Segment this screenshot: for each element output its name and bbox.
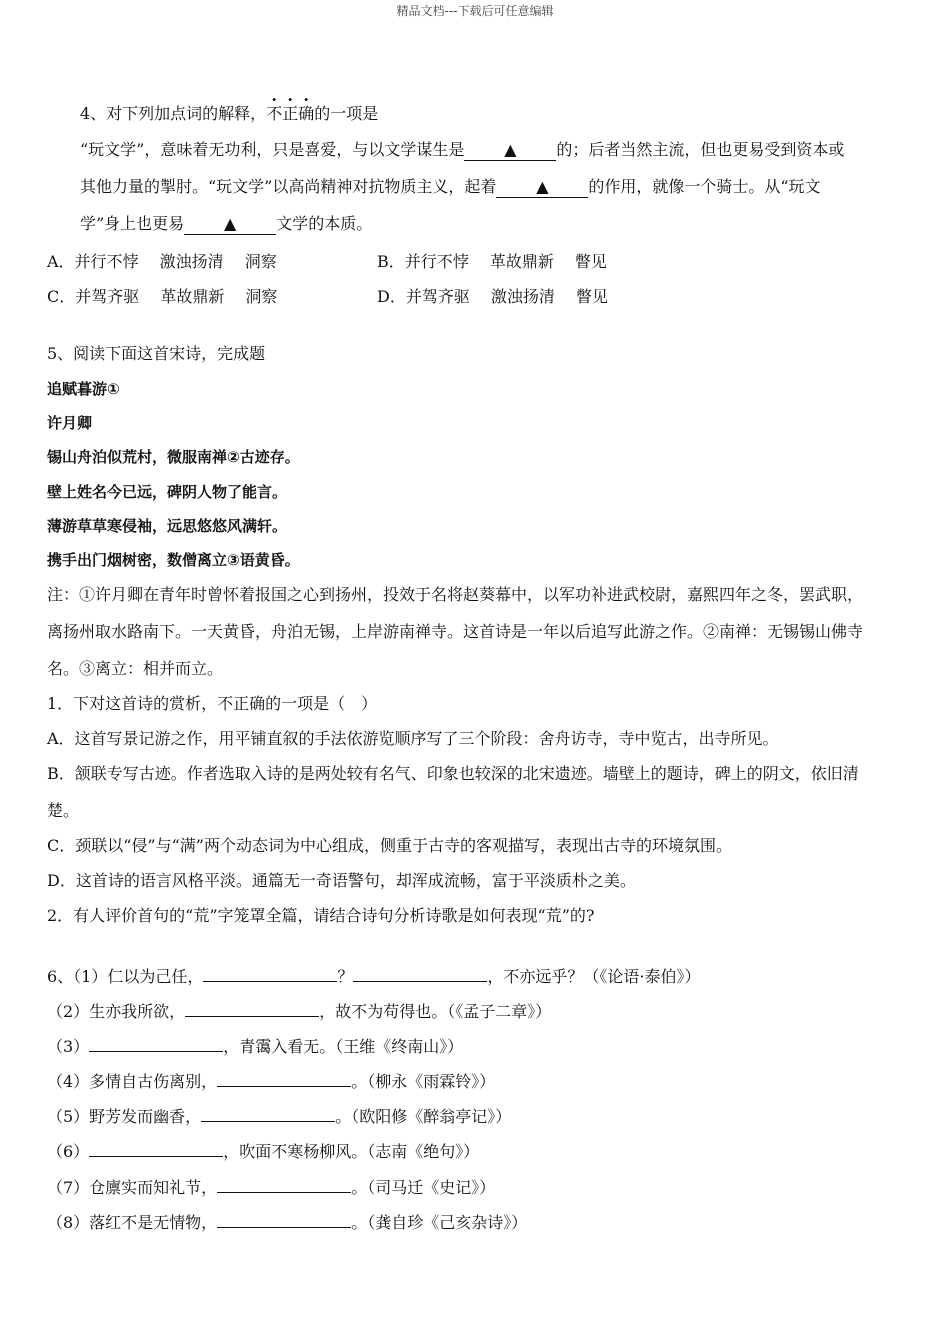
poem-line-2: 壁上姓名今已远，碑阴人物了能言。	[47, 483, 288, 501]
q6-l4b: 。（柳永《雨霖铃》）	[351, 1072, 496, 1091]
q6-blank-3[interactable]	[89, 1036, 223, 1052]
q6-line-4	[47, 1071, 495, 1092]
q4-p3b: 文学的本质。	[276, 214, 373, 233]
q4-p1a: “玩文学”，意味着无功利，只是喜爱，与以文学谋生是	[80, 140, 465, 159]
q6-blank-1b[interactable]	[353, 966, 487, 982]
q4-passage-line-2	[80, 177, 821, 198]
q6-line-6	[47, 1141, 479, 1162]
poem-line-3: 薄游草草寒侵袖，远思悠悠风满轩。	[47, 517, 288, 535]
q6-l8b: 。（龚自珍《己亥杂诗》）	[351, 1213, 528, 1232]
poem-note-line-1: 注：①许月卿在青年时曾怀着报国之心到扬州，投效于名将赵葵幕中，以军功补进武校尉，嘉熙四年之冬，罢武职，	[47, 585, 864, 604]
q6-l7b: 。（司马迁《史记》）	[351, 1178, 496, 1197]
q5-title: 5、阅读下面这首宋诗，完成题	[47, 344, 266, 363]
q6-line-2	[47, 1001, 551, 1022]
q4-p3a: 学”身上也更易	[80, 214, 185, 233]
poem-note-line-2: 离扬州取水路南下。一天黄昏，舟泊无锡，上岸游南禅寺。这首诗是一年以后追写此游之作。②南禅：无锡锡山佛寺	[47, 622, 864, 641]
q4-option-d[interactable]: D．并驾齐驱 激浊扬清 瞥见	[377, 287, 609, 306]
q5-option-c[interactable]: C．颈联以“侵”与“满”两个动态词为中心组成，侧重于古寺的客观描写，表现出古寺的环境氛围。	[47, 836, 732, 855]
q4-stem-pre: 4、对下列加点词的解释，	[80, 104, 267, 123]
q6-line-1	[47, 966, 700, 987]
poem-line-1: 锡山舟泊似荒村，微服南禅②古迹存。	[47, 448, 300, 466]
q6-line-8	[47, 1212, 527, 1233]
q4-passage-line-1	[80, 140, 844, 161]
q6-l3a: （3）	[47, 1037, 90, 1056]
q5-option-b-line-2[interactable]: 楚。	[47, 801, 80, 820]
q6-l5a: （5）野芳发而幽香，	[47, 1107, 202, 1126]
poem-title: 追赋暮游①	[47, 380, 120, 398]
q4-option-a[interactable]: A．并行不悖 激浊扬清 洞察	[47, 252, 277, 271]
q6-blank-5[interactable]	[201, 1106, 335, 1122]
q6-l8a: （8）落红不是无情物，	[47, 1213, 218, 1232]
q6-l2a: （2）生亦我所欲，	[47, 1002, 186, 1021]
q6-l6a: （6）	[47, 1142, 90, 1161]
q6-blank-7[interactable]	[217, 1177, 351, 1193]
q6-l1c: ，不亦远乎？（《论语·泰伯》）	[487, 967, 701, 986]
q6-l1b: ？	[337, 967, 354, 986]
q6-l6b: ，吹面不寒杨柳风。（志南《绝句》）	[223, 1142, 480, 1161]
q6-l7a: （7）仓廪实而知礼节，	[47, 1178, 218, 1197]
q4-p2b: 的作用，就像一个骑士。从“玩文	[588, 177, 821, 196]
q4-option-c[interactable]: C．并驾齐驱 革故鼎新 洞察	[47, 287, 278, 306]
q6-l2b: ，故不为苟得也。（《孟子二章》）	[319, 1002, 552, 1021]
q4-option-b[interactable]: B．并行不悖 革故鼎新 瞥见	[377, 252, 607, 271]
q6-line-7	[47, 1177, 495, 1198]
q6-blank-1a[interactable]	[203, 966, 337, 982]
q6-l5b: 。（欧阳修《醉翁亭记》）	[335, 1107, 512, 1126]
q6-line-5	[47, 1106, 511, 1127]
q4-blank-1[interactable]: ▲	[464, 140, 556, 161]
q6-blank-2[interactable]	[185, 1001, 319, 1017]
q6-blank-4[interactable]	[217, 1071, 351, 1087]
q4-stem-post: 的一项是	[314, 104, 379, 123]
q6-blank-6[interactable]	[89, 1141, 223, 1157]
q4-p2a: 其他力量的掣肘。“玩文学”以高尚精神对抗物质主义，起着	[80, 177, 497, 196]
q5-option-a[interactable]: A．这首写景记游之作，用平铺直叙的手法依游览顺序写了三个阶段：舍舟访寺，寺中览古，出寺所见。	[47, 729, 779, 748]
q4-stem-dotted: 不正确	[266, 104, 315, 123]
q4-blank-3[interactable]: ▲	[184, 214, 276, 235]
poem-line-4: 携手出门烟树密，数僧离立③语黄昏。	[47, 551, 300, 569]
q6-l4a: （4）多情自古伤离别，	[47, 1072, 218, 1091]
q5-sub1: 1．下对这首诗的赏析，不正确的一项是（ ）	[47, 694, 378, 713]
q6-l1a: 6、（1）仁以为己任，	[47, 967, 204, 986]
q6-blank-8[interactable]	[217, 1212, 351, 1228]
q4-p1b: 的；后者当然主流，但也更易受到资本或	[556, 140, 845, 159]
q5-sub2: 2．有人评价首句的“荒”字笼罩全篇，请结合诗句分析诗歌是如何表现“荒”的?	[47, 906, 595, 925]
q5-option-b-line-1[interactable]: B．颔联专写古迹。作者选取入诗的是两处较有名气、印象也较深的北宋遗迹。墙壁上的题诗，碑上的阴文，依旧清	[47, 764, 859, 783]
q4-stem	[80, 104, 378, 124]
page-header: 精品文档---下载后可任意编辑	[396, 4, 554, 18]
q4-passage-line-3	[80, 214, 372, 235]
poem-note-line-3: 名。③离立：相并而立。	[47, 659, 224, 678]
q6-l3b: ，青霭入看无。（王维《终南山》）	[223, 1037, 464, 1056]
q5-option-d[interactable]: D．这首诗的语言风格平淡。通篇无一奇语警句，却浑成流畅，富于平淡质朴之美。	[47, 871, 636, 890]
q4-blank-2[interactable]: ▲	[496, 177, 588, 198]
q6-line-3	[47, 1036, 463, 1057]
poem-author: 许月卿	[47, 414, 93, 432]
